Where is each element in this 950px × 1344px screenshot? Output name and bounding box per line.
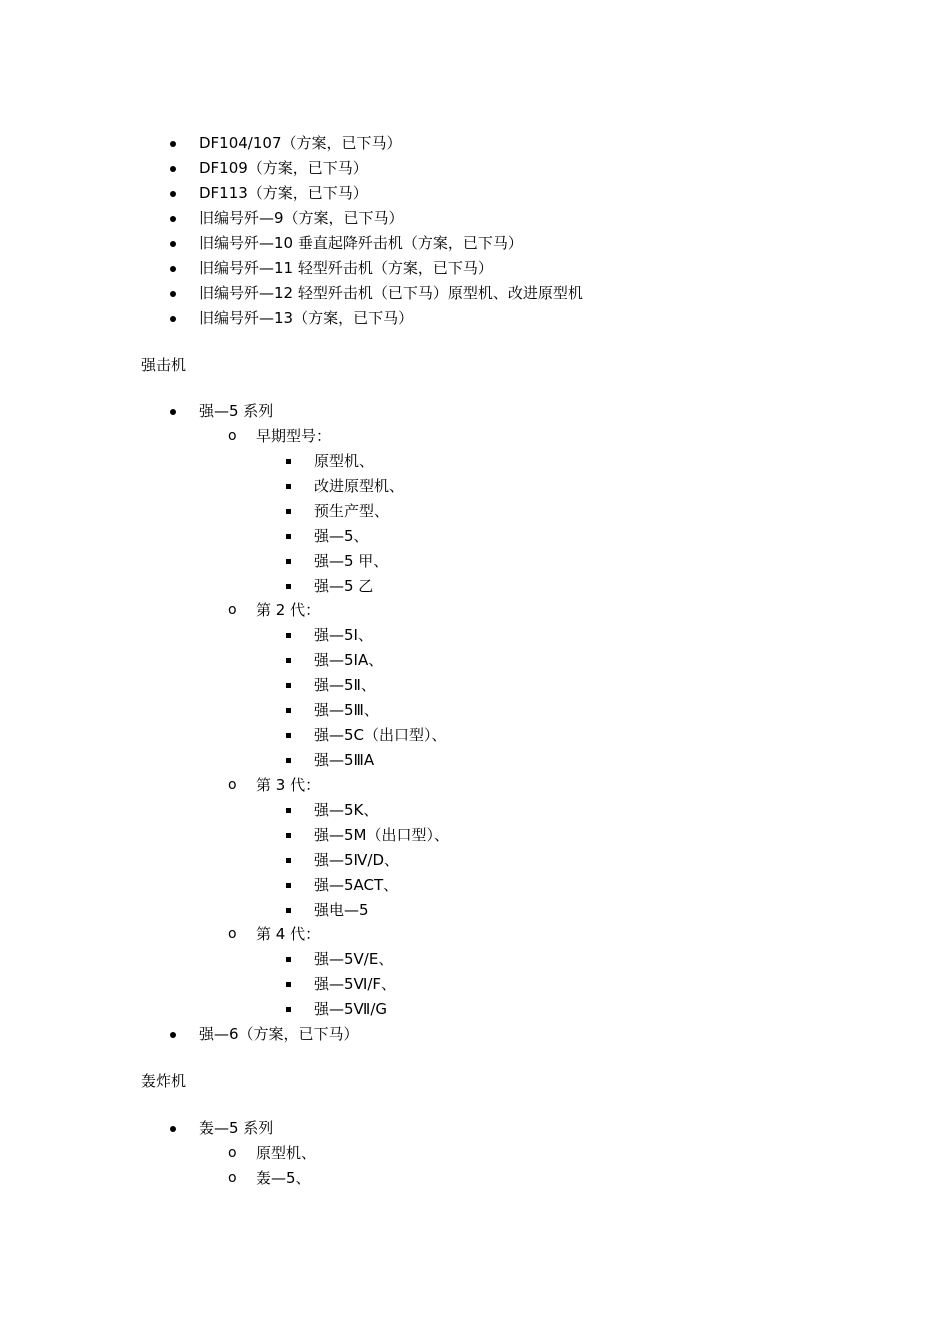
sublist-heading: 第 2 代： [256, 601, 321, 619]
square-marker [286, 623, 294, 648]
section-heading-attack: 强击机 [141, 356, 187, 374]
list-item: 强—5Ⅳ/D、 [314, 851, 399, 869]
list-item: DF109（方案，已下马） [199, 159, 368, 177]
circle-marker: o [228, 1170, 237, 1186]
list-item: 强—5 乙 [314, 577, 374, 595]
square-marker [286, 474, 294, 499]
bullet-marker [170, 256, 178, 281]
bullet-marker [170, 281, 178, 306]
square-marker [286, 698, 294, 723]
square-marker [286, 873, 294, 898]
list-item: 强—5Ⅰ、 [314, 626, 373, 644]
square-marker [286, 823, 294, 848]
list-item: 旧编号歼—9（方案，已下马） [199, 209, 404, 227]
square-marker [286, 848, 294, 873]
square-marker [286, 549, 294, 574]
list-item: 强—5C（出口型）、 [314, 726, 447, 744]
list-item: DF104/107（方案，已下马） [199, 134, 402, 152]
bullet-marker [170, 131, 178, 156]
list-item: DF113（方案，已下马） [199, 184, 368, 202]
list-item: 改进原型机、 [314, 477, 405, 495]
list-item: 强—5Ⅶ/G [314, 1000, 388, 1018]
sublist-heading: 早期型号： [256, 427, 332, 445]
square-marker [286, 972, 294, 997]
list-item: 强—5Ⅱ、 [314, 676, 376, 694]
square-marker [286, 748, 294, 773]
list-item: 旧编号歼—12 轻型歼击机（已下马）原型机、改进原型机 [199, 284, 583, 302]
circle-marker: o [228, 777, 237, 793]
list-item: 强电—5 [314, 901, 369, 919]
circle-marker: o [228, 602, 237, 618]
square-marker [286, 648, 294, 673]
list-item: 原型机、 [314, 452, 375, 470]
list-item: 强—5ⅠA、 [314, 651, 384, 669]
list-item: 强—5 系列 [199, 402, 274, 420]
square-marker [286, 997, 294, 1022]
square-marker [286, 947, 294, 972]
square-marker [286, 673, 294, 698]
list-item: 强—5M（出口型）、 [314, 826, 449, 844]
square-marker [286, 898, 294, 923]
list-item: 旧编号歼—11 轻型歼击机（方案，已下马） [199, 259, 493, 277]
list-item: 强—5ACT、 [314, 876, 399, 894]
list-item: 原型机、 [256, 1144, 317, 1162]
list-item: 轰—5、 [256, 1169, 311, 1187]
list-item: 强—5、 [314, 527, 369, 545]
sublist-heading: 第 3 代： [256, 776, 321, 794]
circle-marker: o [228, 1145, 237, 1161]
list-item: 预生产型、 [314, 502, 390, 520]
list-item: 强—5Ⅴ/E、 [314, 950, 394, 968]
list-item: 强—5ⅢA [314, 751, 375, 769]
square-marker [286, 499, 294, 524]
list-item: 强—5K、 [314, 801, 379, 819]
square-marker [286, 574, 294, 599]
bullet-marker [170, 1022, 178, 1047]
bullet-marker [170, 181, 178, 206]
list-item: 旧编号歼—10 垂直起降歼击机（方案，已下马） [199, 234, 523, 252]
circle-marker: o [228, 926, 237, 942]
list-item: 强—5 甲、 [314, 552, 389, 570]
square-marker [286, 798, 294, 823]
square-marker [286, 449, 294, 474]
bullet-marker [170, 399, 178, 424]
bullet-marker [170, 231, 178, 256]
sublist-heading: 第 4 代： [256, 925, 321, 943]
bullet-marker [170, 206, 178, 231]
bullet-marker [170, 306, 178, 331]
section-heading-bomber: 轰炸机 [141, 1072, 187, 1090]
bullet-marker [170, 1116, 178, 1141]
square-marker [286, 723, 294, 748]
list-item: 强—5Ⅲ、 [314, 701, 379, 719]
circle-marker: o [228, 428, 237, 444]
list-item: 强—5Ⅵ/F、 [314, 975, 397, 993]
list-item: 轰—5 系列 [199, 1119, 274, 1137]
square-marker [286, 524, 294, 549]
list-item: 强—6（方案，已下马） [199, 1025, 359, 1043]
list-item: 旧编号歼—13（方案，已下马） [199, 309, 414, 327]
bullet-marker [170, 156, 178, 181]
